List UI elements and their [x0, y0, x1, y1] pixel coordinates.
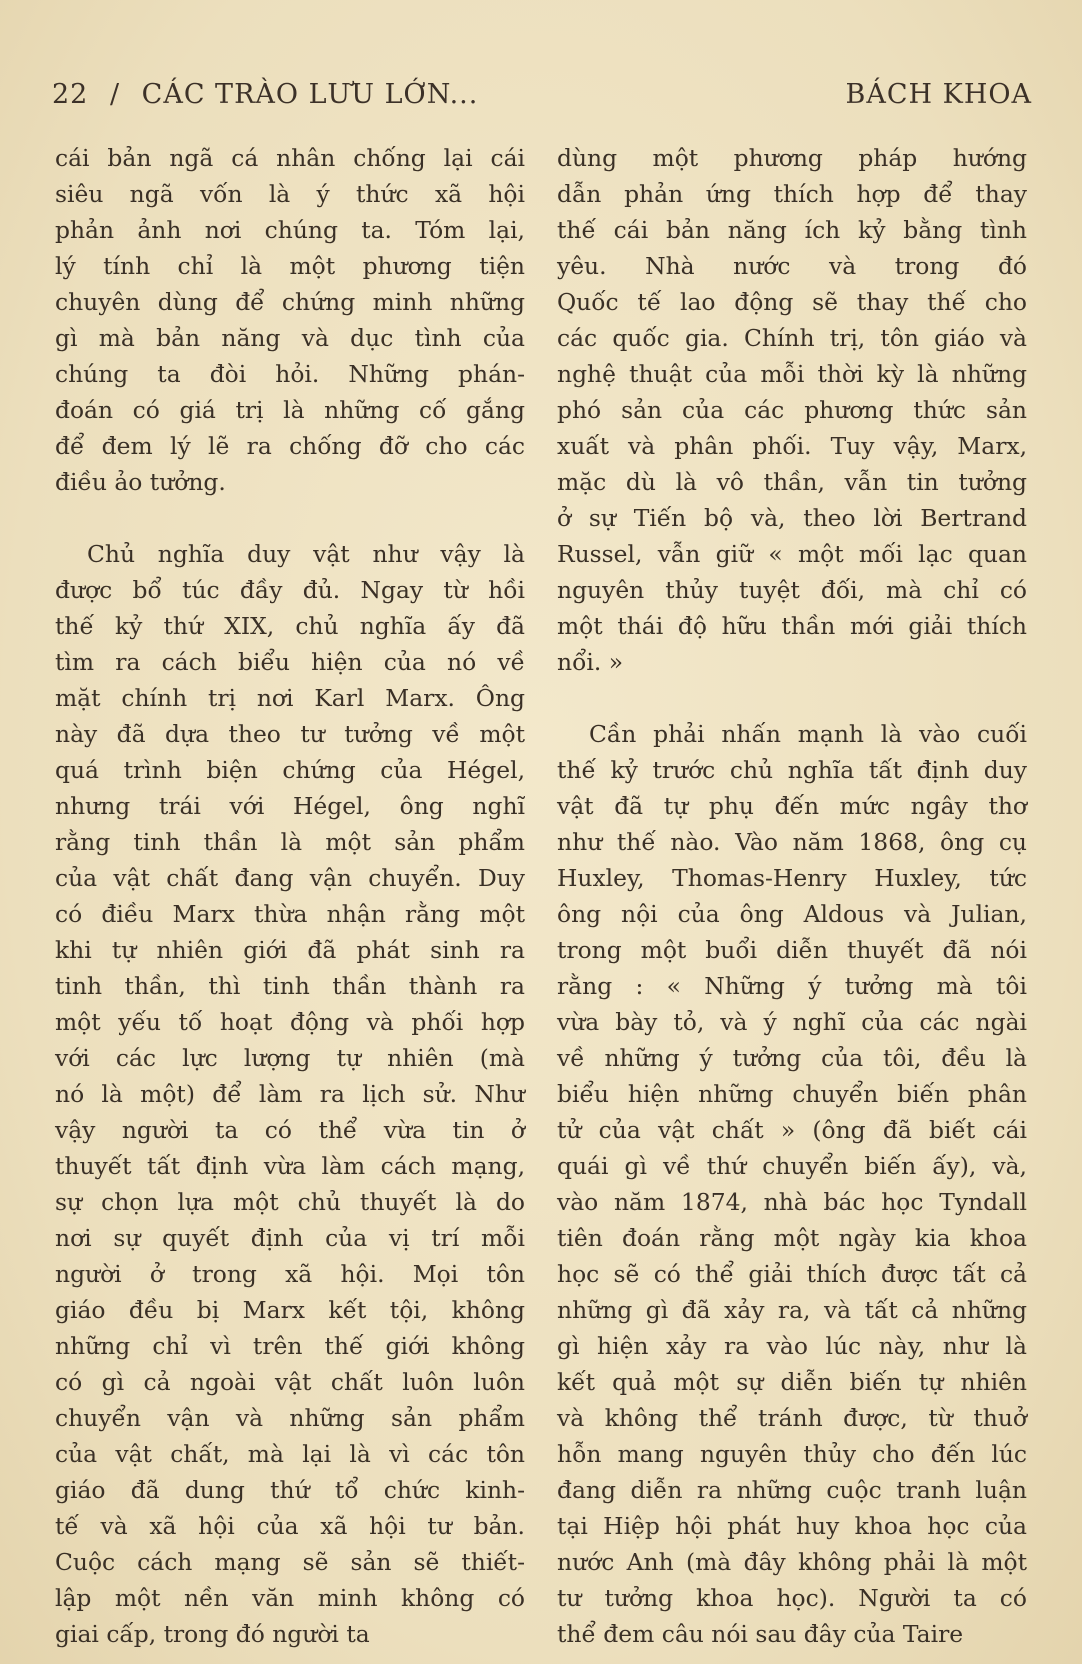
text-line: rằng : « Những ý tưởng mà tôi — [557, 972, 1027, 1000]
text-line: chúng ta đòi hỏi. Những phán- — [55, 360, 525, 388]
text-line: một yếu tố hoạt động và phối hợp — [55, 1008, 525, 1036]
text-line: đang diễn ra những cuộc tranh luận — [557, 1476, 1027, 1504]
text-line: điều ảo tưởng. — [55, 468, 226, 496]
text-line: giáo đều bị Marx kết tội, không — [55, 1296, 525, 1324]
text-line: đoán có giá trị là những cố gắng — [55, 396, 525, 424]
text-line: thể đem câu nói sau đây của Taire — [557, 1620, 964, 1648]
text-line: kết quả một sự diễn biến tự nhiên — [557, 1368, 1027, 1396]
text-line: ông nội của ông Aldous và Julian, — [557, 900, 1027, 928]
text-line: thuyết tất định vừa làm cách mạng, — [55, 1152, 525, 1180]
text-line: yêu. Nhà nước và trong đó — [557, 252, 1027, 280]
section-title: CÁC TRÀO LƯU LỚN... — [141, 78, 479, 110]
text-line: tiên đoán rằng một ngày kia khoa — [557, 1224, 1027, 1252]
right-paragraph-1 — [557, 140, 1027, 680]
text-line: thế kỷ trước chủ nghĩa tất định duy — [557, 756, 1027, 784]
text-line: quá trình biện chứng của Hégel, — [55, 756, 525, 784]
header-left — [52, 79, 490, 110]
text-line: những gì đã xảy ra, và tất cả những — [557, 1296, 1027, 1324]
text-line: thế kỷ thứ XIX, chủ nghĩa ấy đã — [55, 612, 525, 640]
text-line: tế và xã hội của xã hội tư bản. — [55, 1512, 525, 1540]
text-line: cái bản ngã cá nhân chống lại cái — [55, 144, 525, 172]
text-line: xuất và phân phối. Tuy vậy, Marx, — [557, 432, 1027, 460]
text-line: Russel, vẫn giữ « một mối lạc quan — [557, 540, 1027, 568]
text-line: của vật chất, mà lại là vì các tôn — [55, 1440, 525, 1468]
text-line: như thế nào. Vào năm 1868, ông cụ — [557, 828, 1027, 856]
right-paragraph-2 — [557, 716, 1027, 1652]
right-column — [557, 140, 1027, 1652]
text-line: Cuộc cách mạng sẽ sản sẽ thiết- — [55, 1548, 525, 1576]
text-line: phản ảnh nơi chúng ta. Tóm lại, — [55, 216, 525, 244]
left-column — [55, 140, 525, 1652]
text-line: Quốc tế lao động sẽ thay thế cho — [557, 288, 1027, 316]
text-line: vừa bày tỏ, và ý nghĩ của các ngài — [557, 1008, 1027, 1036]
text-line: hỗn mang nguyên thủy cho đến lúc — [557, 1440, 1027, 1468]
text-line: tinh thần, thì tinh thần thành ra — [55, 972, 525, 1000]
text-line: trong một buổi diễn thuyết đã nói — [557, 936, 1027, 964]
text-line: này đã dựa theo tư tưởng về một — [55, 720, 525, 748]
text-line: tử của vật chất » (ông đã biết cái — [557, 1116, 1027, 1144]
text-line: nguyên thủy tuyệt đối, mà chỉ có — [557, 576, 1027, 604]
text-line: nổi. » — [557, 648, 624, 676]
magazine-title: BÁCH KHOA — [845, 78, 1032, 110]
text-line: nghệ thuật của mỗi thời kỳ là những — [557, 360, 1027, 388]
text-line: những chỉ vì trên thế giới không — [55, 1332, 525, 1360]
text-line: biểu hiện những chuyển biến phân — [557, 1080, 1027, 1108]
text-line: các quốc gia. Chính trị, tôn giáo và — [557, 324, 1027, 352]
text-line: dùng một phương pháp hướng — [557, 144, 1027, 172]
text-line: nơi sự quyết định của vị trí mỗi — [55, 1224, 525, 1252]
text-line: lập một nền văn minh không có — [55, 1584, 525, 1612]
running-header — [52, 66, 1032, 122]
text-line: có gì cả ngoài vật chất luôn luôn — [55, 1368, 525, 1396]
text-line: về những ý tưởng của tôi, đều là — [557, 1044, 1027, 1072]
text-line: Chủ nghĩa duy vật như vậy là — [87, 540, 525, 568]
text-line: rằng tinh thần là một sản phẩm — [55, 828, 525, 856]
text-line: sự chọn lựa một chủ thuyết là do — [55, 1188, 525, 1216]
text-line: dẫn phản ứng thích hợp để thay — [557, 180, 1027, 208]
text-line: một thái độ hữu thần mới giải thích — [557, 612, 1027, 640]
text-line: vậy người ta có thể vừa tin ở — [55, 1116, 525, 1144]
text-line: và không thể tránh được, từ thuở — [557, 1404, 1027, 1432]
text-line: người ở trong xã hội. Mọi tôn — [55, 1260, 525, 1288]
text-line: mặc dù là vô thần, vẫn tin tưởng — [557, 468, 1027, 496]
text-line: với các lực lượng tự nhiên (mà — [55, 1044, 525, 1072]
text-line: nó là một) để làm ra lịch sử. Như — [55, 1080, 525, 1108]
text-line: nhưng trái với Hégel, ông nghĩ — [55, 792, 525, 820]
text-line: quái gì về thứ chuyển biến ấy), và, — [557, 1152, 1027, 1180]
text-line: của vật chất đang vận chuyển. Duy — [55, 864, 525, 892]
text-line: siêu ngã vốn là ý thức xã hội — [55, 180, 525, 208]
text-line: giai cấp, trong đó người ta — [55, 1620, 370, 1648]
text-line: tư tưởng khoa học). Người ta có — [557, 1584, 1027, 1612]
left-paragraph-2 — [55, 536, 525, 1652]
text-line: học sẽ có thể giải thích được tất cả — [557, 1260, 1027, 1288]
text-line: phó sản của các phương thức sản — [557, 396, 1027, 424]
header-separator: / — [109, 78, 121, 110]
text-line: thế cái bản năng ích kỷ bằng tình — [557, 216, 1027, 244]
text-line: ở sự Tiến bộ và, theo lời Bertrand — [557, 504, 1027, 532]
text-line: khi tự nhiên giới đã phát sinh ra — [55, 936, 525, 964]
text-line: mặt chính trị nơi Karl Marx. Ông — [55, 684, 525, 712]
left-paragraph-1 — [55, 140, 525, 500]
text-line: gì hiện xảy ra vào lúc này, như là — [557, 1332, 1027, 1360]
text-line: vật đã tự phụ đến mức ngây thơ — [557, 792, 1027, 820]
text-line: được bổ túc đầy đủ. Ngay từ hồi — [55, 576, 525, 604]
text-line: chuyển vận và những sản phẩm — [55, 1404, 525, 1432]
text-line: nước Anh (mà đây không phải là một — [557, 1548, 1027, 1576]
text-line: vào năm 1874, nhà bác học Tyndall — [557, 1188, 1027, 1216]
text-line: có điều Marx thừa nhận rằng một — [55, 900, 525, 928]
text-line: chuyên dùng để chứng minh những — [55, 288, 525, 316]
text-line: gì mà bản năng và dục tình của — [55, 324, 525, 352]
text-line: giáo đã dung thứ tổ chức kinh- — [55, 1476, 525, 1504]
text-line: tại Hiệp hội phát huy khoa học của — [557, 1512, 1027, 1540]
text-line: để đem lý lẽ ra chống đỡ cho các — [55, 432, 525, 460]
text-line: lý tính chỉ là một phương tiện — [55, 252, 525, 280]
text-line: Cần phải nhấn mạnh là vào cuối — [589, 720, 1027, 748]
text-line: Huxley, Thomas-Henry Huxley, tức — [557, 864, 1027, 892]
text-line: tìm ra cách biểu hiện của nó về — [55, 648, 525, 676]
page-number: 22 — [52, 78, 89, 110]
